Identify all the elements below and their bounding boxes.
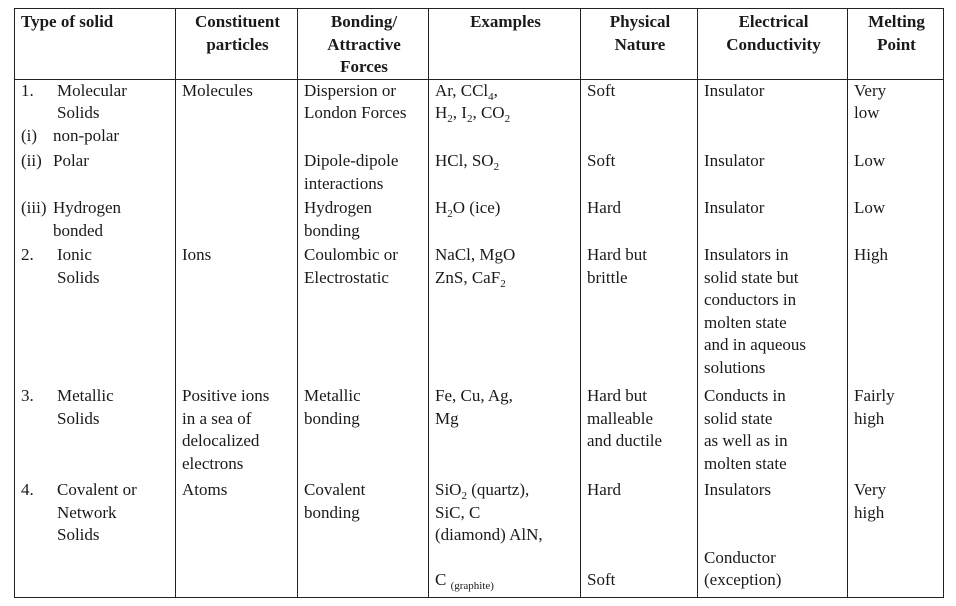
cell-examples: HCl, $SO_2$ xyxy=(429,150,581,197)
cell-examples: NaCl, MgO ZnS, CaF$_2$ xyxy=(429,244,581,385)
table-row-hydrogen-bonded xyxy=(15,197,944,244)
cell-nature: Hard xyxy=(581,197,698,244)
table-row-ionic xyxy=(15,244,944,385)
cell-particles: Positive ions in a sea of delocalized electrons xyxy=(176,385,298,479)
cell-conductivity: Insulators in solid state but conductors in molten state and in aqueous solutions xyxy=(698,244,848,385)
cell-nature: Hard Soft xyxy=(581,479,698,597)
header-melting-point: Melting Point xyxy=(848,9,944,80)
header-type-of-solid: Type of solid xyxy=(15,9,176,80)
cell-examples: SiO$_2$ (quartz), SiC, C (diamond) AlN, C $_{(graphite)}$ xyxy=(429,479,581,597)
cell-nature: Hard but malleable and ductile xyxy=(581,385,698,479)
header-bonding: Bonding/ Attractive Forces xyxy=(298,9,429,80)
cell-bonding: Dipole-dipole interactions xyxy=(298,150,429,197)
cell-type: 2. Ionic Solids xyxy=(15,244,176,385)
cell-type: (ii) Polar xyxy=(15,150,176,197)
cell-type: 4. Covalent or Network Solids xyxy=(15,479,176,597)
cell-particles: Atoms xyxy=(176,479,298,597)
cell-nature: Soft xyxy=(581,79,698,150)
header-physical-nature: Physical Nature xyxy=(581,9,698,80)
header-examples: Examples xyxy=(429,9,581,80)
cell-melting: Fairly high xyxy=(848,385,944,479)
cell-examples: Ar, CCl$_4$, $H_2$, $I_2$, $CO_2$ xyxy=(429,79,581,150)
cell-melting: Very low xyxy=(848,79,944,150)
cell-conductivity: Insulator xyxy=(698,79,848,150)
cell-nature: Hard but brittle xyxy=(581,244,698,385)
table-row-metallic xyxy=(15,385,944,479)
table-row-covalent xyxy=(15,479,944,597)
cell-conductivity: Insulators Conductor (exception) xyxy=(698,479,848,597)
cell-type: 3. Metallic Solids xyxy=(15,385,176,479)
cell-melting: Low xyxy=(848,197,944,244)
cell-conductivity: Insulator xyxy=(698,197,848,244)
cell-particles: Molecules xyxy=(176,79,298,150)
cell-bonding: Coulombic or Electrostatic xyxy=(298,244,429,385)
cell-particles: Ions xyxy=(176,244,298,385)
header-row xyxy=(15,9,944,80)
cell-melting: High xyxy=(848,244,944,385)
cell-bonding: Hydrogen bonding xyxy=(298,197,429,244)
cell-melting: Very high xyxy=(848,479,944,597)
solids-classification-table xyxy=(14,8,944,598)
cell-conductivity: Insulator xyxy=(698,150,848,197)
cell-conductivity: Conducts in solid state as well as in molten state xyxy=(698,385,848,479)
cell-particles xyxy=(176,150,298,197)
cell-type: 1. Molecular Solids (i) non-polar xyxy=(15,79,176,150)
table-row-molecular-non-polar xyxy=(15,79,944,150)
cell-bonding: Covalent bonding xyxy=(298,479,429,597)
cell-examples: $H_2O$ (ice) xyxy=(429,197,581,244)
table-row-polar xyxy=(15,150,944,197)
cell-particles xyxy=(176,197,298,244)
cell-type: (iii) Hydrogen bonded xyxy=(15,197,176,244)
cell-examples: Fe, Cu, Ag, Mg xyxy=(429,385,581,479)
header-electrical-conductivity: Electrical Conductivity xyxy=(698,9,848,80)
cell-melting: Low xyxy=(848,150,944,197)
cell-nature: Soft xyxy=(581,150,698,197)
header-constituent-particles: Constituent particles xyxy=(176,9,298,80)
cell-bonding: Dispersion or London Forces xyxy=(298,79,429,150)
cell-bonding: Metallic bonding xyxy=(298,385,429,479)
